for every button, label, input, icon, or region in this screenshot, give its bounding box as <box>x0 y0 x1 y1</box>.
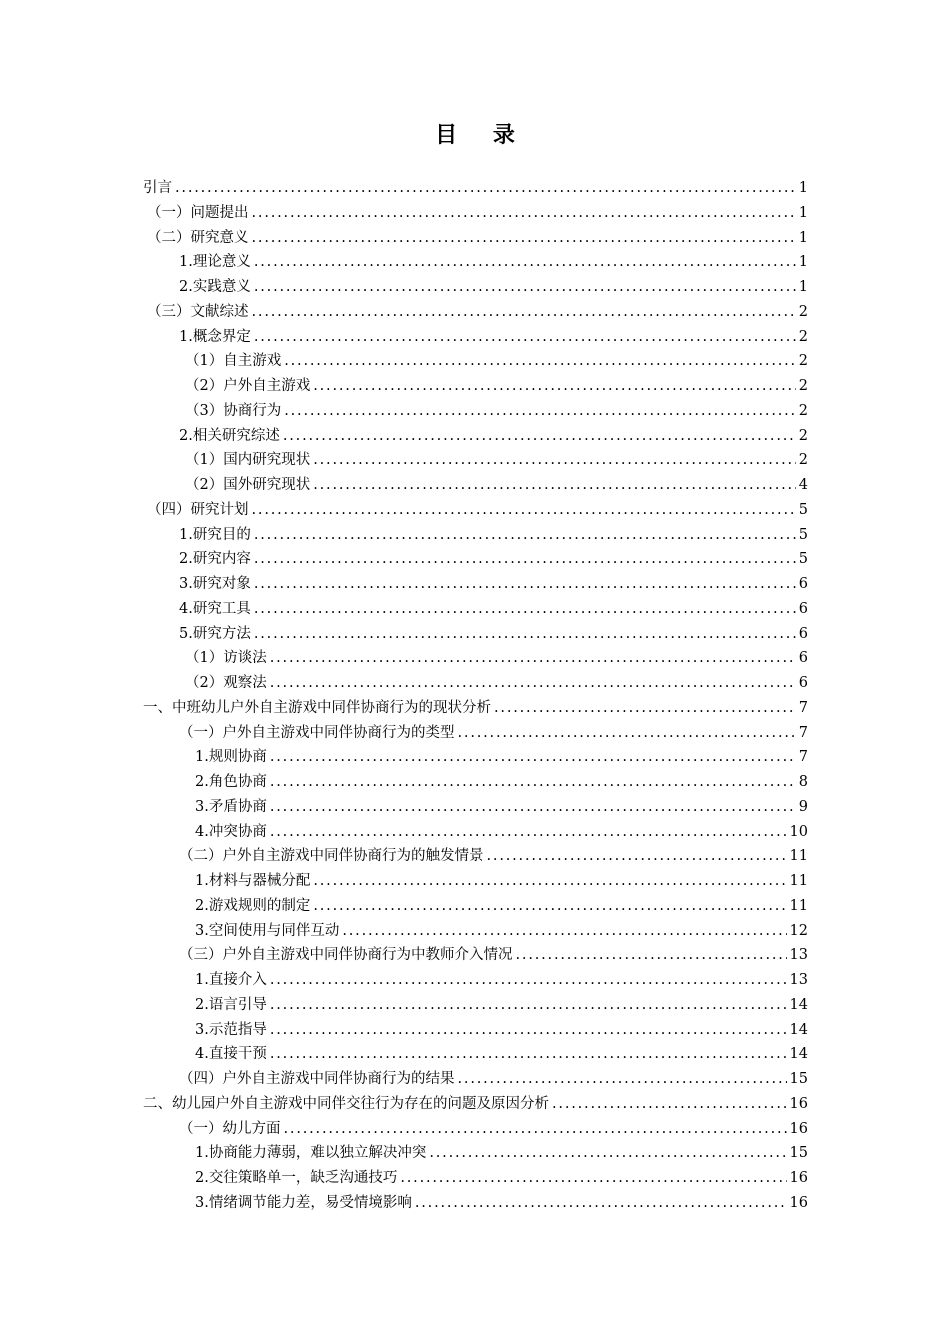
toc-entry[interactable] <box>143 993 808 1018</box>
toc-entry-label: （1）访谈法 <box>185 650 267 667</box>
toc-entry[interactable] <box>143 696 808 721</box>
dot-leader <box>494 700 796 716</box>
toc-entry-label: （三）文献综述 <box>147 303 249 320</box>
toc-entry-label: 2.游戏规则的制定 <box>195 897 311 914</box>
dot-leader <box>283 428 796 444</box>
dot-leader <box>429 1145 786 1161</box>
toc-entry-page-number: 2 <box>798 303 808 320</box>
toc-entry-page-number: 8 <box>798 774 808 790</box>
dot-leader <box>270 774 796 790</box>
toc-entry-page-number: 16 <box>789 1095 808 1112</box>
toc-entry[interactable] <box>143 275 808 300</box>
toc-entry-page-number: 13 <box>789 947 808 964</box>
toc-entry[interactable] <box>143 1117 808 1142</box>
table-of-contents <box>143 176 808 1216</box>
dot-leader <box>458 1071 787 1087</box>
toc-entry-label: 2.交往策略单一，缺乏沟通技巧 <box>195 1170 398 1186</box>
toc-entry-page-number: 11 <box>789 848 808 865</box>
toc-entry-page-number: 15 <box>789 1145 808 1162</box>
toc-entry[interactable] <box>143 1018 808 1043</box>
dot-leader <box>313 452 796 468</box>
toc-entry-page-number: 7 <box>798 749 808 766</box>
toc-entry[interactable] <box>143 473 808 498</box>
toc-entry-page-number: 5 <box>798 501 808 518</box>
toc-entry[interactable] <box>143 671 808 696</box>
toc-entry[interactable] <box>143 943 808 968</box>
dot-leader <box>415 1195 787 1211</box>
toc-entry-page-number: 5 <box>798 526 808 543</box>
toc-entry[interactable] <box>143 869 808 894</box>
toc-entry-label: （一）幼儿方面 <box>179 1120 281 1137</box>
toc-entry[interactable] <box>143 547 808 572</box>
toc-entry-page-number: 7 <box>798 699 808 716</box>
dot-leader <box>254 601 796 617</box>
toc-entry-label: （1）国内研究现状 <box>185 452 311 469</box>
toc-entry[interactable] <box>143 250 808 275</box>
dot-leader <box>270 799 796 815</box>
toc-entry-label: （一）问题提出 <box>147 204 249 221</box>
dot-leader <box>313 873 786 889</box>
toc-entry[interactable] <box>143 646 808 671</box>
dot-leader <box>254 279 796 295</box>
dot-leader <box>270 749 796 765</box>
toc-entry-page-number: 14 <box>789 1046 808 1063</box>
toc-entry-label: （二）户外自主游戏中同伴协商行为的触发情景 <box>179 848 484 865</box>
toc-entry-label: 3.矛盾协商 <box>195 798 267 815</box>
toc-entry-page-number: 1 <box>798 254 808 271</box>
dot-leader <box>313 378 796 394</box>
toc-entry-label: （3）协商行为 <box>185 402 282 419</box>
toc-entry[interactable] <box>143 572 808 597</box>
dot-leader <box>254 551 796 567</box>
toc-entry-label: 引言 <box>143 180 172 196</box>
toc-entry-label: 3.空间使用与同伴互动 <box>195 922 340 939</box>
toc-entry-page-number: 5 <box>798 551 808 568</box>
toc-entry-page-number: 1 <box>798 229 808 246</box>
toc-entry-page-number: 10 <box>789 823 808 840</box>
toc-entry[interactable] <box>143 399 808 424</box>
dot-leader <box>400 1170 786 1186</box>
dot-leader <box>487 848 787 864</box>
toc-entry-page-number: 6 <box>798 625 808 642</box>
toc-entry[interactable] <box>143 844 808 869</box>
toc-entry-page-number: 1 <box>798 279 808 295</box>
toc-entry-page-number: 7 <box>798 724 808 741</box>
toc-entry[interactable] <box>143 968 808 993</box>
toc-entry-page-number: 11 <box>789 897 808 914</box>
toc-entry-page-number: 6 <box>798 650 808 667</box>
dot-leader <box>252 205 796 221</box>
toc-entry[interactable] <box>143 201 808 226</box>
toc-entry-label: （四）研究计划 <box>147 501 249 518</box>
toc-entry-page-number: 2 <box>798 378 808 394</box>
toc-entry[interactable] <box>143 523 808 548</box>
toc-entry-page-number: 2 <box>798 402 808 419</box>
toc-entry[interactable] <box>143 349 808 374</box>
toc-entry-label: 1.规则协商 <box>195 749 267 766</box>
toc-entry-label: 2.语言引导 <box>195 996 267 1013</box>
page-title: 目 录 <box>435 122 529 148</box>
toc-entry-page-number: 6 <box>798 576 808 592</box>
toc-entry-page-number: 1 <box>798 180 808 196</box>
toc-entry-label: （四）户外自主游戏中同伴协商行为的结果 <box>179 1071 455 1087</box>
dot-leader <box>458 725 796 741</box>
toc-entry-label: 1.概念界定 <box>179 328 251 345</box>
toc-entry[interactable] <box>143 622 808 647</box>
toc-entry-page-number: 4 <box>798 477 808 493</box>
toc-entry-page-number: 2 <box>798 452 808 469</box>
toc-entry-page-number: 16 <box>789 1170 808 1186</box>
toc-entry-label: 2.实践意义 <box>179 279 251 295</box>
dot-leader <box>270 972 787 988</box>
toc-entry-label: 一、中班幼儿户外自主游戏中同伴协商行为的现状分析 <box>143 699 491 716</box>
toc-entry[interactable] <box>143 1166 808 1191</box>
toc-entry[interactable] <box>143 770 808 795</box>
toc-entry-label: 2.相关研究综述 <box>179 427 280 444</box>
toc-entry-label: （一）户外自主游戏中同伴协商行为的类型 <box>179 724 455 741</box>
toc-entry-page-number: 14 <box>789 1021 808 1038</box>
toc-entry-page-number: 2 <box>798 328 808 345</box>
dot-leader <box>516 947 787 963</box>
dot-leader <box>270 997 787 1013</box>
toc-entry-page-number: 16 <box>789 1120 808 1137</box>
dot-leader <box>270 824 787 840</box>
dot-leader <box>313 898 786 914</box>
toc-entry[interactable] <box>143 448 808 473</box>
toc-entry[interactable] <box>143 325 808 350</box>
dot-leader <box>270 1022 787 1038</box>
toc-entry-label: （2）观察法 <box>185 675 267 691</box>
dot-leader <box>342 923 786 939</box>
toc-entry-label: 3.情绪调节能力差，易受情境影响 <box>195 1194 412 1211</box>
toc-entry[interactable] <box>143 300 808 325</box>
toc-entry[interactable] <box>143 745 808 770</box>
toc-entry[interactable] <box>143 176 808 201</box>
dot-leader <box>313 477 796 493</box>
toc-entry-label: （2）户外自主游戏 <box>185 378 311 394</box>
dot-leader <box>252 502 796 518</box>
toc-entry-page-number: 15 <box>789 1071 808 1087</box>
dot-leader <box>270 650 796 666</box>
toc-entry[interactable] <box>143 226 808 251</box>
dot-leader <box>254 626 796 642</box>
toc-entry-page-number: 14 <box>789 996 808 1013</box>
dot-leader <box>284 353 796 369</box>
toc-entry-label: （1）自主游戏 <box>185 353 282 370</box>
toc-entry-label: 4.研究工具 <box>179 600 251 617</box>
dot-leader <box>252 230 796 246</box>
toc-entry-page-number: 9 <box>798 798 808 815</box>
toc-entry[interactable] <box>143 894 808 919</box>
toc-entry[interactable] <box>143 1191 808 1216</box>
toc-entry-page-number: 1 <box>798 204 808 221</box>
toc-entry-page-number: 6 <box>798 600 808 617</box>
toc-entry-label: 1.材料与器械分配 <box>195 873 311 889</box>
toc-entry-label: 1.研究目的 <box>179 526 251 543</box>
toc-entry-page-number: 2 <box>798 427 808 444</box>
dot-leader <box>284 1121 787 1137</box>
toc-entry-label: 3.示范指导 <box>195 1021 267 1038</box>
toc-entry[interactable] <box>143 498 808 523</box>
toc-entry-label: 1.直接介入 <box>195 972 267 988</box>
dot-leader <box>175 180 796 196</box>
toc-entry-label: 5.研究方法 <box>179 625 251 642</box>
toc-entry-label: 二、幼儿园户外自主游戏中同伴交往行为存在的问题及原因分析 <box>143 1095 549 1112</box>
toc-entry-page-number: 16 <box>789 1194 808 1211</box>
toc-entry-label: （三）户外自主游戏中同伴协商行为中教师介入情况 <box>179 947 513 964</box>
dot-leader <box>254 254 796 270</box>
dot-leader <box>270 1046 787 1062</box>
dot-leader <box>254 329 796 345</box>
dot-leader <box>270 675 796 691</box>
toc-entry-page-number: 12 <box>789 922 808 939</box>
toc-entry[interactable] <box>143 1092 808 1117</box>
toc-entry[interactable] <box>143 1042 808 1067</box>
toc-entry[interactable] <box>143 374 808 399</box>
toc-entry[interactable] <box>143 795 808 820</box>
toc-entry-label: 3.研究对象 <box>179 576 251 592</box>
toc-entry-label: 4.冲突协商 <box>195 823 267 840</box>
toc-entry[interactable] <box>143 597 808 622</box>
toc-entry-page-number: 13 <box>789 972 808 988</box>
toc-entry-label: 2.研究内容 <box>179 551 251 568</box>
toc-entry-label: 1.协商能力薄弱，难以独立解决冲突 <box>195 1145 427 1162</box>
toc-entry[interactable] <box>143 919 808 944</box>
toc-entry-page-number: 2 <box>798 353 808 370</box>
toc-entry[interactable] <box>143 820 808 845</box>
toc-entry[interactable] <box>143 721 808 746</box>
toc-entry-label: 1.理论意义 <box>179 254 251 271</box>
toc-entry[interactable] <box>143 1141 808 1166</box>
toc-entry[interactable] <box>143 1067 808 1092</box>
toc-entry-page-number: 6 <box>798 675 808 691</box>
toc-entry-label: （2）国外研究现状 <box>185 477 311 493</box>
dot-leader <box>552 1096 787 1112</box>
toc-entry[interactable] <box>143 424 808 449</box>
dot-leader <box>252 304 796 320</box>
toc-entry-page-number: 11 <box>789 873 808 889</box>
dot-leader <box>254 527 796 543</box>
toc-entry-label: 2.角色协商 <box>195 774 267 790</box>
toc-entry-label: 4.直接干预 <box>195 1046 267 1063</box>
dot-leader <box>284 403 796 419</box>
dot-leader <box>254 576 796 592</box>
toc-entry-label: （二）研究意义 <box>147 229 249 246</box>
